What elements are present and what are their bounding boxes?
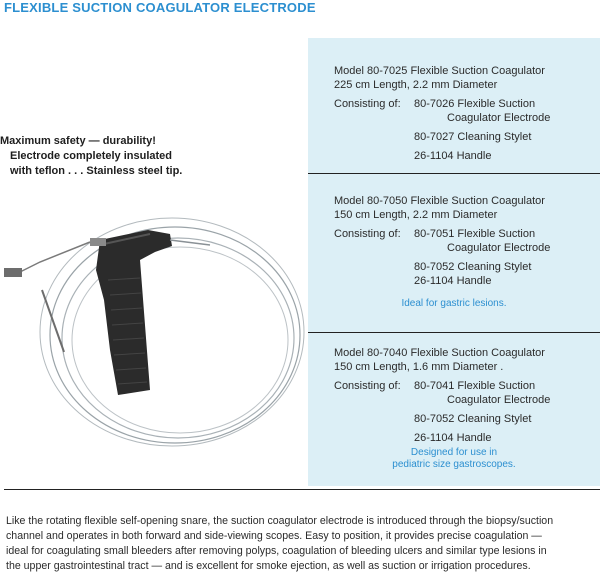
description: [6, 514, 600, 574]
component-2: 80-7052 Cleaning Stylet: [414, 261, 532, 273]
coagulator-electrode-image: [0, 200, 305, 490]
feature-callout: [0, 134, 300, 179]
component-3: 26-1104 Handle: [414, 150, 492, 162]
description-line: channel and operates in both forward and side-viewing scopes. Easy to position, it provides precise coagulation —: [6, 530, 542, 542]
description-line: Like the rotating flexible self-opening snare, the suction coagulator electrode is introduced through the biopsy/suction: [6, 515, 554, 527]
component-3: 26-1104 Handle: [414, 432, 492, 444]
model-title: Model 80-7040 Flexible Suction Coagulator: [334, 347, 545, 359]
divider: [308, 173, 600, 174]
consisting-label: Consisting of:: [334, 228, 401, 240]
model-note-line-1: Designed for use in: [410, 447, 498, 458]
model-note: [308, 447, 600, 471]
divider: [308, 332, 600, 333]
component-1-line2: Coagulator Electrode: [447, 394, 551, 406]
consisting-label: Consisting of:: [334, 98, 401, 110]
divider: [4, 489, 600, 490]
consisting-label: Consisting of:: [334, 380, 401, 392]
component-1: 80-7051 Flexible Suction: [414, 228, 536, 240]
feature-line-1: Electrode completely insulated: [10, 150, 172, 162]
model-spec: 150 cm Length, 1.6 mm Diameter .: [334, 361, 504, 373]
model-title: Model 80-7050 Flexible Suction Coagulator: [334, 195, 545, 207]
description-line: ideal for coagulating small bleeders after removing polyps, coagulation of bleeding ulcers and similar type lesions in: [6, 545, 547, 557]
component-1-line2: Coagulator Electrode: [447, 242, 551, 254]
model-block-3: [334, 346, 600, 445]
component-2: 80-7052 Cleaning Stylet: [414, 413, 532, 425]
component-1-line2: Coagulator Electrode: [447, 112, 551, 124]
page-title: FLEXIBLE SUCTION COAGULATOR ELECTRODE: [4, 0, 316, 15]
model-block-1: [334, 64, 600, 163]
component-1: 80-7026 Flexible Suction: [414, 98, 536, 110]
model-note-line-2: pediatric size gastroscopes.: [392, 459, 516, 470]
feature-line-2: with teflon . . . Stainless steel tip.: [10, 165, 183, 177]
model-spec: 150 cm Length, 2.2 mm Diameter: [334, 209, 498, 221]
component-2: 80-7027 Cleaning Stylet: [414, 131, 532, 143]
feature-headline: Maximum safety — durability!: [0, 135, 156, 147]
description-line: the upper gastrointestinal tract — and is excellent for smoke ejection, as well as suction or irrigation procedures.: [6, 560, 531, 572]
model-block-2: [334, 194, 600, 288]
component-1: 80-7041 Flexible Suction: [414, 380, 536, 392]
model-note: Ideal for gastric lesions.: [401, 298, 507, 309]
model-spec: 225 cm Length, 2.2 mm Diameter: [334, 79, 498, 91]
model-title: Model 80-7025 Flexible Suction Coagulator: [334, 65, 545, 77]
component-3: 26-1104 Handle: [414, 275, 492, 287]
